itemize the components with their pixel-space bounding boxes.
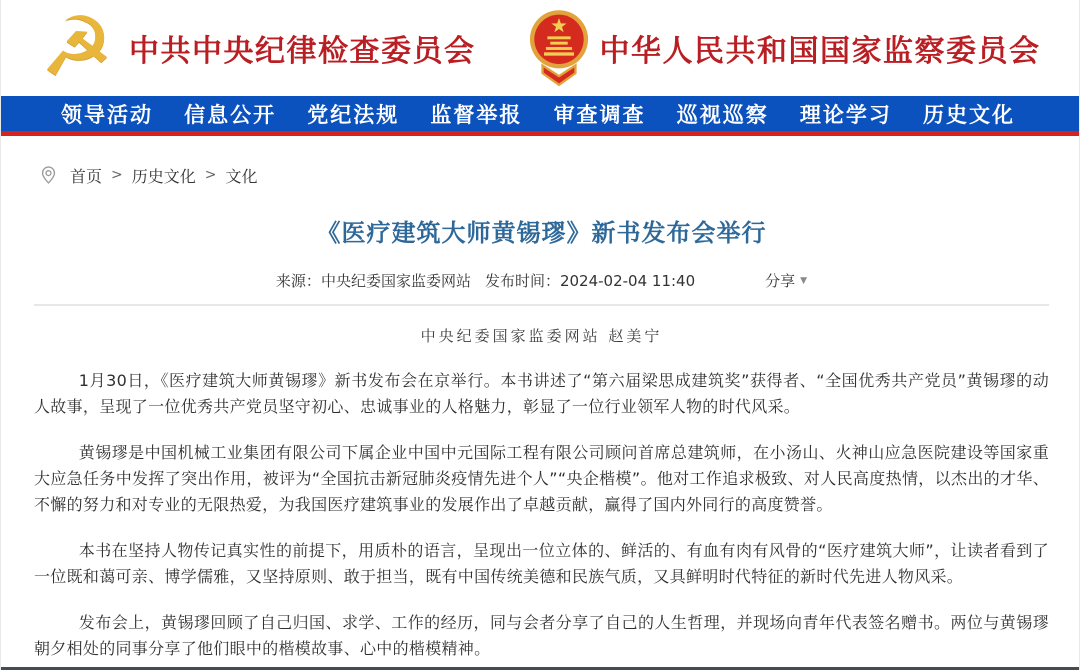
article-paragraph: 黄锡璆是中国机械工业集团有限公司下属企业中国中元国际工程有限公司顾问首席总建筑师，在小汤山、火神山应急医院建设等国家重大应急任务中发挥了突出作用，被评为“全国抗击新冠肺炎疫情先进个人”“央企楷模”。他对工作追求极致、对人民高度热情，以杰出的才华、不懈的努力和对专业的无限热爱，为我国医疗建筑事业的发展作出了卓越贡献，赢得了国内外同行的高度赞誉。 [34,443,1049,514]
breadcrumb-separator: > [111,167,123,183]
nav-item-history-culture[interactable]: 历史文化 [922,102,1015,127]
source-label: 来源： [275,272,321,290]
nav-item-inspection[interactable]: 巡视巡察 [676,102,769,127]
nsc-site-title: 中华人民共和国国家监察委员会 [599,34,1041,69]
article-body [34,368,1049,662]
chevron-down-icon: ▼ [800,275,808,286]
article-paragraph: 1月30日，《医疗建筑大师黄锡璆》新书发布会在京举行。本书讲述了“第六届梁思成建筑奖”获得者、“全国优秀共产党员”黄锡璆的动人故事，呈现了一位优秀共产党员坚守初心、忠诚事业的人格魅力，彰显了一位行业领军人物的时代风采。 [34,371,1049,416]
article [1,213,1079,662]
site-header [1,0,1079,96]
article-title: 《医疗建筑大师黄锡璆》新书发布会举行 [316,219,767,247]
source-value: 中央纪委国家监委网站 [320,272,471,290]
article-meta [34,270,1049,291]
nav-item-theory[interactable]: 理论学习 [799,102,892,127]
main-nav [1,96,1079,136]
share-label: 分享 [765,272,796,290]
party-emblem-icon: ☭ [40,0,114,95]
breadcrumb-separator: > [204,167,217,183]
article-meta-wrap [34,270,1049,306]
article-paragraph: 本书在坚持人物传记真实性的前提下，用质朴的语言，呈现出一位立体的、鲜活的、有血有肉有风骨的“医疗建筑大师”，让读者看到了一位既和蔼可亲、博学儒雅，又坚持原则、敢于担当，既有中国传统美德和民族气质，又具鲜明时代特征的新时代先进人物风采。 [34,541,1049,586]
article-byline: 中央纪委国家监委网站 赵美宁 [420,327,663,345]
publish-time-value: 2024-02-04 11:40 [559,272,696,290]
breadcrumb-home[interactable]: 首页 [70,166,103,186]
breadcrumb [39,163,1079,187]
article-publish-time [485,270,695,291]
nsc-logo-link[interactable] [528,7,1041,89]
nav-item-investigation[interactable]: 审查调查 [553,102,646,127]
ccdi-site-title: 中共中央纪律检查委员会 [129,34,476,69]
nav-item-info-disclosure[interactable]: 信息公开 [184,102,277,127]
national-emblem-icon [528,7,590,89]
nav-item-party-rules[interactable]: 党纪法规 [307,102,400,127]
location-pin-icon [39,163,58,187]
breadcrumb-history-culture[interactable]: 历史文化 [131,166,196,186]
article-source [276,270,471,291]
article-paragraph: 发布会上，黄锡璆回顾了自己归国、求学、工作的经历，同与会者分享了自己的人生哲理，并现场向青年代表签名赠书。两位与黄锡璆朝夕相处的同事分享了他们眼中的楷模故事、心中的楷模精神。 [34,613,1049,658]
share-button[interactable] [765,270,807,291]
breadcrumb-culture[interactable]: 文化 [225,166,258,186]
ccdi-logo-link[interactable] [35,0,476,95]
nav-item-leadership[interactable]: 领导活动 [61,102,153,127]
publish-time-label: 发布时间： [484,272,560,290]
nav-item-reporting[interactable]: 监督举报 [430,102,523,127]
